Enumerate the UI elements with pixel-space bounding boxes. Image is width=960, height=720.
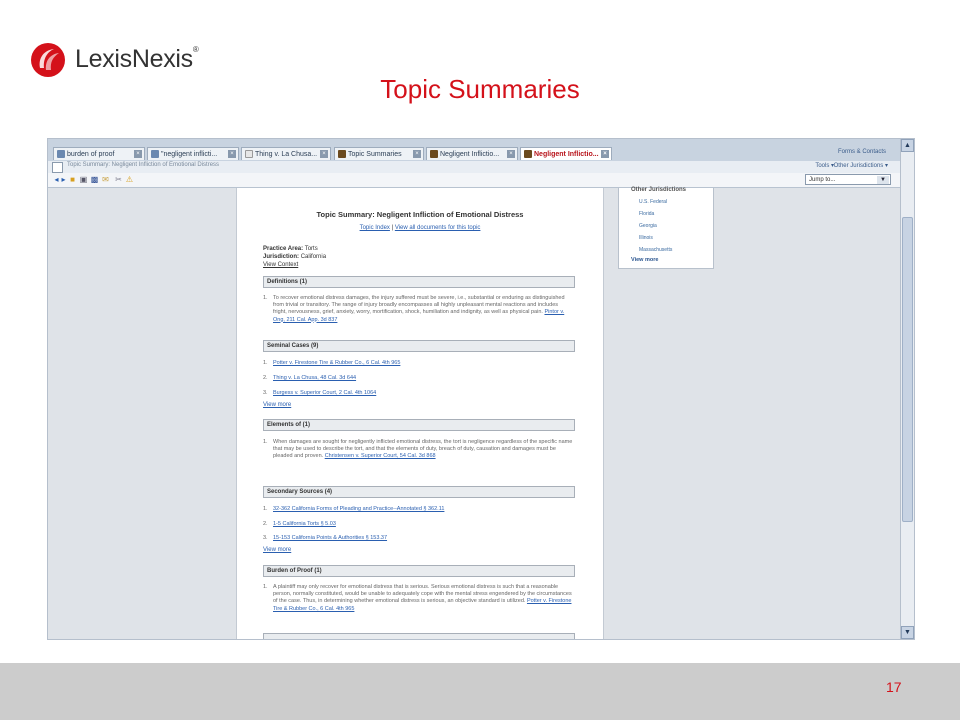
tab-negligent-infliction-1[interactable]: [426, 147, 518, 160]
other-jurisdictions-menu[interactable]: Other Jurisdictions ▾: [833, 163, 888, 169]
sidebar-item-massachusetts[interactable]: Massachusetts: [639, 247, 673, 253]
email-icon[interactable]: ✉: [102, 175, 109, 184]
section-heading-definitions[interactable]: Definitions (1): [263, 276, 575, 288]
close-icon[interactable]: ×: [228, 150, 236, 158]
close-icon[interactable]: ×: [320, 150, 328, 158]
case-citation-link[interactable]: Christensen v. Superior Court, 54 Cal. 3d 868: [324, 453, 436, 460]
item-number: 1.: [263, 295, 268, 301]
section-heading-next: [263, 633, 575, 640]
tab-label: Topic Summaries: [348, 151, 402, 158]
list-item: [263, 360, 573, 367]
slide-footer: [0, 663, 960, 720]
case-citation-link[interactable]: Pintor v. Ong, 211 Cal. App. 3d 837: [273, 309, 565, 323]
lexis-screenshot: [47, 138, 915, 640]
case-citation-link[interactable]: Thing v. La Chusa, 48 Cal. 3d 644: [273, 375, 357, 381]
print-icon[interactable]: ▣: [79, 175, 88, 184]
tab-bar: [48, 139, 900, 162]
seminal-view-more-link[interactable]: View more: [263, 402, 292, 408]
tab-label: burden of proof: [67, 151, 115, 158]
sidebar-item-georgia[interactable]: Georgia: [639, 223, 657, 229]
document-title: Topic Summary: Negligent Infliction of Emotional Distress: [316, 210, 524, 219]
practice-area: [263, 246, 318, 252]
briefcase-icon: [338, 150, 346, 158]
item-number: 1.: [263, 439, 268, 445]
list-item: [263, 506, 573, 513]
tab-topic-summaries[interactable]: [334, 147, 424, 160]
chevron-down-icon: ▼: [877, 176, 889, 184]
sidebar-item-us-federal[interactable]: U.S. Federal: [639, 199, 668, 205]
case-citation-link[interactable]: Potter v. Firestone Tire & Rubber Co., 6 Cal. 4th 965: [273, 360, 401, 366]
briefcase-icon: [430, 150, 438, 158]
item-text: To recover emotional distress damages, the injury suffered must be severe, i.e., substantial or enduring as distinguished from trivial or transitory. The range of injury broadly encompasses all highly unpleasant mental reactions and includes fright, nervousness, grief, anxiety, worry, mortification, shock, humiliation and indignity, as well as physical pain.: [273, 295, 565, 316]
content-area: [48, 188, 900, 639]
forms-contacts-link[interactable]: Forms & Contacts: [837, 149, 886, 155]
list-item: [263, 535, 573, 542]
view-all-documents-link[interactable]: View all documents for this topic: [394, 225, 481, 231]
close-icon[interactable]: ×: [507, 150, 515, 158]
tab-negligent-search[interactable]: [147, 147, 239, 160]
side-panel-heading: Other Jurisdictions: [631, 187, 687, 193]
breadcrumb-row: [48, 161, 900, 173]
item-number: 3.: [263, 535, 268, 541]
secondary-view-more-link[interactable]: View more: [263, 547, 292, 553]
link-separator: |: [389, 225, 395, 231]
case-citation-link[interactable]: Potter v. Firestone Tire & Rubber Co., 6 Cal. 4th 965: [273, 598, 572, 612]
item-number: 3.: [263, 390, 268, 396]
sidebar-view-more[interactable]: View more: [631, 257, 659, 263]
toolbar: [48, 173, 900, 188]
document-icon: [245, 150, 253, 158]
search-icon: [151, 150, 159, 158]
briefcase-icon: [524, 150, 532, 158]
scroll-down-icon[interactable]: ▼: [901, 626, 914, 639]
item-number: 1.: [263, 584, 268, 590]
list-item: [263, 521, 573, 528]
practice-area-label: Practice Area:: [263, 246, 304, 252]
list-item: [263, 439, 573, 461]
source-citation-link[interactable]: 32-362 California Forms of Pleading and Practice--Annotated § 362.11: [273, 506, 445, 512]
item-number: 2.: [263, 375, 268, 381]
document-pane: [236, 188, 604, 639]
list-item: [263, 295, 573, 324]
item-text: When damages are sought for negligently inflicted emotional distress, the tort is negligence regardless of the specific name that may be used to describe the tort, and that the elements of duty, breach of duty, causation and damages must be pleaded and proven.: [273, 439, 573, 460]
case-citation-link[interactable]: Burgess v. Superior Court, 2 Cal. 4th 1064: [273, 390, 377, 396]
section-heading-elements[interactable]: Elements of (1): [263, 419, 575, 431]
tab-label: Negligent Inflictio...: [440, 151, 500, 158]
back-icon[interactable]: ◂: [54, 175, 59, 184]
tab-negligent-infliction-active[interactable]: [520, 147, 612, 160]
tab-label: Negligent Inflictio...: [534, 151, 599, 158]
folder-icon[interactable]: ■: [70, 175, 75, 184]
slide-title: Topic Summaries: [380, 74, 580, 104]
tab-thing-v-la-chusa[interactable]: [241, 147, 331, 160]
tab-burden-of-proof[interactable]: [53, 147, 145, 160]
jurisdiction-label: Jurisdiction:: [263, 254, 300, 260]
tab-label: Thing v. La Chusa...: [255, 151, 318, 158]
sidebar-item-florida[interactable]: Florida: [639, 211, 655, 217]
close-icon[interactable]: ×: [601, 150, 609, 158]
page-number: 17: [886, 679, 902, 695]
jump-to-value: Jump to...: [809, 177, 836, 183]
tools-menu[interactable]: Tools ▾: [815, 163, 834, 169]
source-citation-link[interactable]: 15-153 California Points & Authorities § 153.37: [273, 535, 388, 541]
jurisdiction-value: California: [300, 254, 327, 260]
list-item: [263, 390, 573, 397]
logo-wordmark: LexisNexis®: [75, 45, 199, 73]
item-number: 2.: [263, 521, 268, 527]
scroll-up-icon[interactable]: ▲: [901, 139, 914, 152]
close-icon[interactable]: ×: [413, 150, 421, 158]
document-links: [237, 225, 603, 231]
checkbox-icon[interactable]: [52, 162, 63, 173]
jurisdiction: [263, 254, 326, 260]
left-pane: [48, 188, 236, 639]
item-number: 1.: [263, 360, 268, 366]
vertical-scrollbar[interactable]: [900, 139, 914, 639]
search-icon: [57, 150, 65, 158]
topic-index-link[interactable]: Topic Index: [359, 225, 390, 231]
other-jurisdictions-panel: [618, 188, 714, 269]
item-number: 1.: [263, 506, 268, 512]
scrollbar-thumb[interactable]: [902, 217, 913, 522]
practice-area-value: Torts: [304, 246, 318, 252]
section-heading-burden-of-proof[interactable]: Burden of Proof (1): [263, 565, 575, 577]
view-context-link[interactable]: View Context: [263, 262, 299, 268]
forward-icon[interactable]: ▸: [61, 175, 66, 184]
alert-icon[interactable]: ⚠: [125, 175, 134, 184]
list-item: [263, 584, 573, 613]
jump-to-select[interactable]: [805, 174, 891, 185]
tools-icon[interactable]: ✂: [115, 175, 122, 184]
section-heading-secondary-sources[interactable]: Secondary Sources (4): [263, 486, 575, 498]
tab-label: "negligent inflicti...: [161, 151, 218, 158]
source-citation-link[interactable]: 1-5 California Torts § 5.03: [273, 521, 336, 527]
sidebar-item-illinois[interactable]: Illinois: [639, 235, 653, 241]
list-item: [263, 375, 573, 382]
close-icon[interactable]: ×: [134, 150, 142, 158]
breadcrumb: Topic Summary: Negligent Infliction of Emotional Distress: [67, 162, 220, 168]
lexisnexis-logo-mark-icon: [30, 42, 66, 78]
section-heading-seminal-cases[interactable]: Seminal Cases (9): [263, 340, 575, 352]
save-icon[interactable]: ▩: [90, 175, 99, 184]
item-text: A plaintiff may only recover for emotional distress that is serious. Serious emotional distress is such that a reasonable person, normally constituted, would be unable to adequately cope with the mental stress engendered by the circumstances of the case. Thus, in determining whether emotional distress is serious, an objective standard is utilized.: [273, 584, 572, 605]
